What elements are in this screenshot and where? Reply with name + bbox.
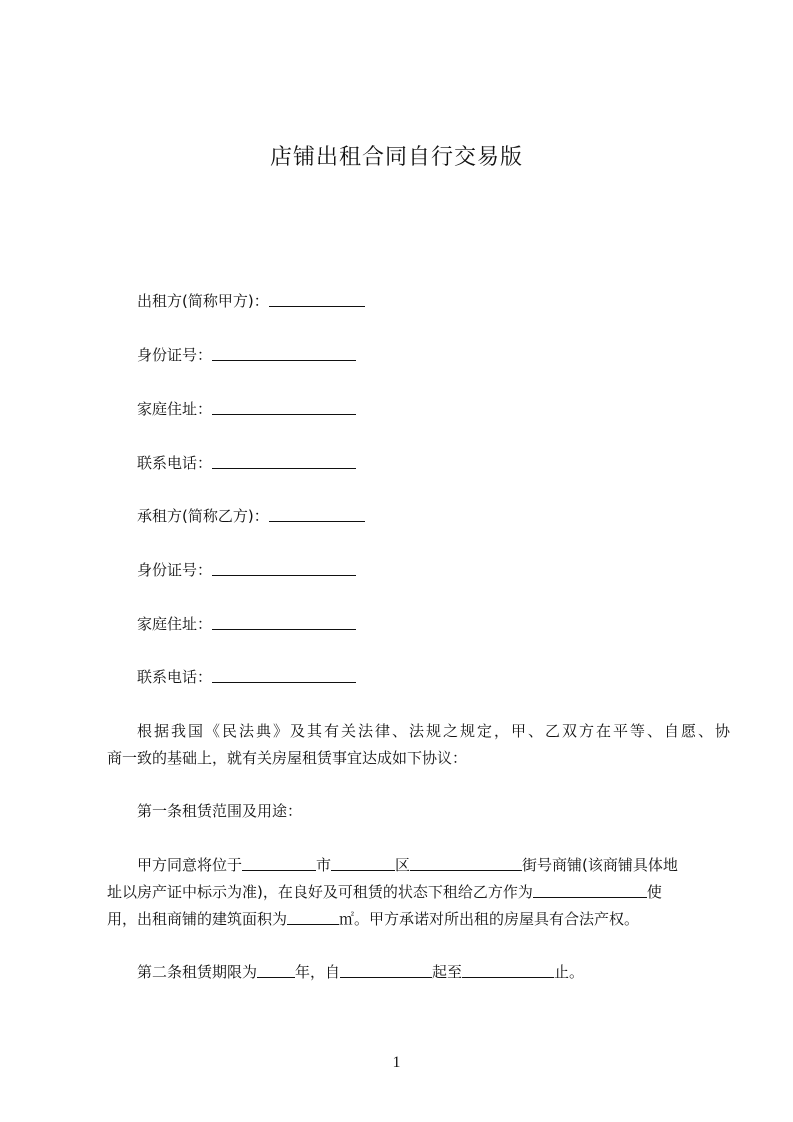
street-blank[interactable] bbox=[410, 855, 522, 871]
lessee-id-line bbox=[107, 557, 730, 584]
end-date-blank[interactable] bbox=[462, 962, 554, 978]
article2-text-d: 止。 bbox=[554, 963, 585, 981]
article1-text-3a: 用，出租商铺的建筑面积为 bbox=[107, 910, 288, 928]
lessee-name-blank[interactable] bbox=[269, 506, 365, 522]
lessee-name-label: 承租方(简称乙方)： bbox=[137, 507, 269, 525]
lessor-id-line bbox=[107, 342, 730, 369]
lessor-name-label: 出租方(简称甲方)： bbox=[137, 292, 269, 310]
lessor-phone-blank[interactable] bbox=[212, 453, 356, 469]
article1-heading: 第一条租赁范围及用途： bbox=[137, 802, 303, 820]
area-blank[interactable] bbox=[287, 909, 339, 925]
lessor-name-line bbox=[107, 288, 730, 315]
article1-text-1a: 甲方同意将位于 bbox=[137, 856, 243, 874]
lessee-phone-line bbox=[107, 664, 730, 691]
lessor-address-line bbox=[107, 396, 730, 423]
lessee-name-line bbox=[107, 503, 730, 530]
district-blank[interactable] bbox=[331, 855, 395, 871]
article1-line-2 bbox=[107, 879, 700, 906]
lessor-address-blank[interactable] bbox=[212, 399, 356, 415]
lessee-address-line bbox=[107, 611, 730, 638]
article1-line-3 bbox=[107, 906, 700, 933]
lessor-name-blank[interactable] bbox=[269, 291, 365, 307]
lessor-phone-label: 联系电话： bbox=[137, 454, 213, 472]
lessor-id-label: 身份证号： bbox=[137, 346, 213, 364]
preamble-line-2: 商一致的基础上，就有关房屋租赁事宜达成如下协议： bbox=[107, 749, 468, 767]
lessee-id-label: 身份证号： bbox=[137, 561, 213, 579]
article1-text-1c: 区 bbox=[395, 856, 411, 874]
article1-line-1 bbox=[107, 852, 730, 879]
article2-text-c: 起至 bbox=[432, 963, 463, 981]
article1-text-1d: 街号商铺(该商铺具体地 bbox=[522, 856, 678, 874]
lessor-address-label: 家庭住址： bbox=[137, 400, 213, 418]
preamble-line-1: 根据我国《民法典》及其有关法律、法规之规定，甲、乙双方在平等、自愿、协 bbox=[137, 722, 730, 740]
city-blank[interactable] bbox=[242, 855, 316, 871]
document-title: 店铺出租合同自行交易版 bbox=[269, 145, 523, 170]
term-years-blank[interactable] bbox=[257, 962, 295, 978]
lessee-phone-label: 联系电话： bbox=[137, 668, 213, 686]
lessor-id-blank[interactable] bbox=[212, 345, 356, 361]
article1-text-2a: 址以房产证中标示为准)，在良好及可租赁的状态下租给乙方作为 bbox=[107, 883, 533, 901]
article2-text-a: 第二条租赁期限为 bbox=[137, 963, 258, 981]
lessee-address-label: 家庭住址： bbox=[137, 615, 213, 633]
page-number: 1 bbox=[392, 1054, 401, 1071]
article2-text-b: 年，自 bbox=[295, 963, 341, 981]
article2-line bbox=[107, 959, 730, 986]
lessee-phone-blank[interactable] bbox=[212, 667, 356, 683]
article1-text-2b: 使 bbox=[646, 883, 662, 901]
lessee-id-blank[interactable] bbox=[212, 560, 356, 576]
article1-text-3b: ㎡。甲方承诺对所出租的房屋具有合法产权。 bbox=[339, 910, 640, 928]
lessee-address-blank[interactable] bbox=[212, 614, 356, 630]
usage-blank[interactable] bbox=[533, 882, 647, 898]
article1-text-1b: 市 bbox=[316, 856, 332, 874]
lessor-phone-line bbox=[107, 450, 730, 477]
start-date-blank[interactable] bbox=[340, 962, 432, 978]
